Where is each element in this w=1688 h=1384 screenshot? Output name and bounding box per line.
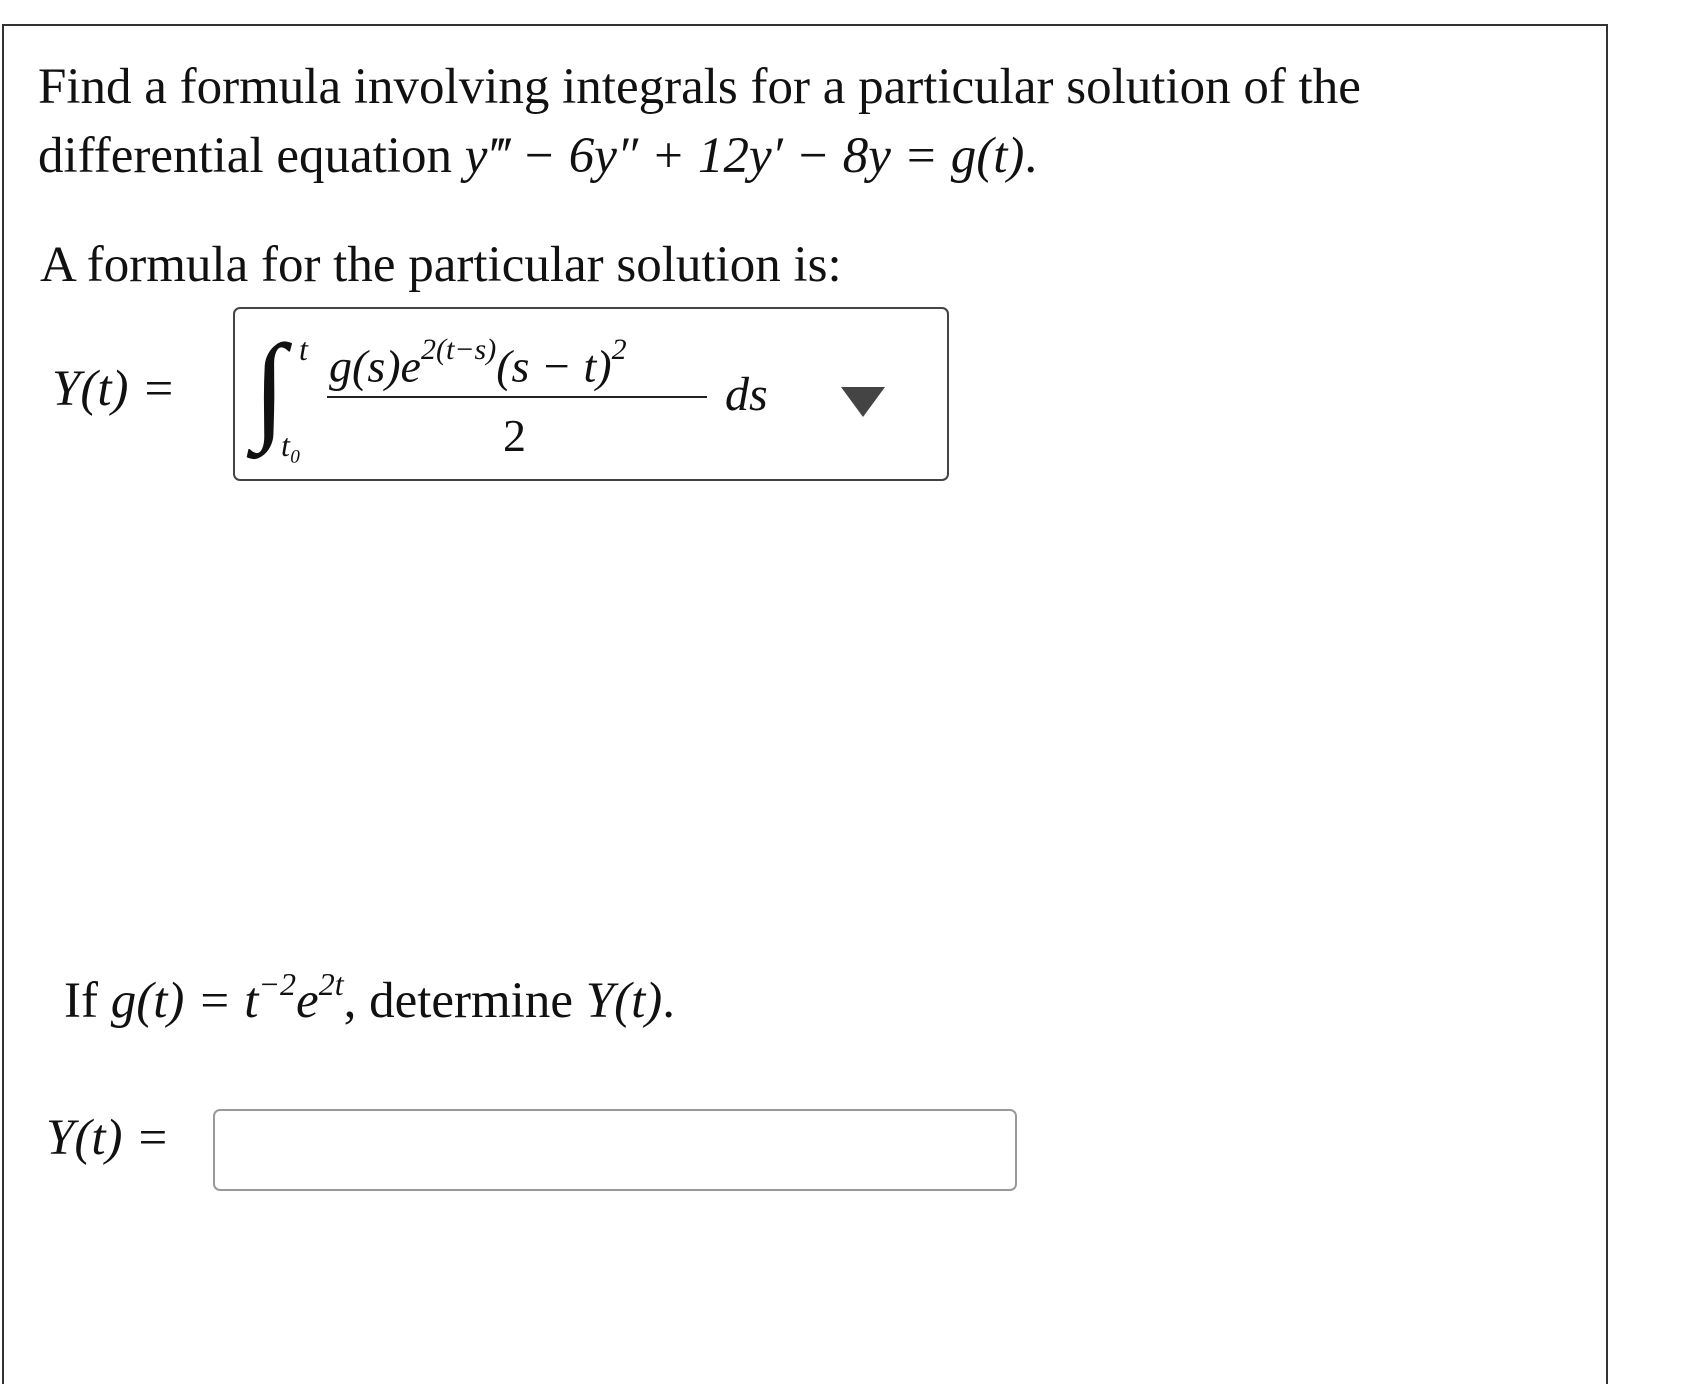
part2-suffix: , determine	[343, 973, 586, 1029]
answer-input[interactable]	[213, 1109, 1017, 1191]
differential-equation: y‴ − 6y″ + 12y′ − 8y = g(t)	[464, 128, 1025, 184]
e-base: e	[296, 973, 319, 1029]
part2-end: .	[662, 973, 675, 1029]
answer-lhs-label: Y(t) =	[46, 1110, 170, 1166]
question-text-prefix: differential equation	[38, 128, 465, 184]
numerator-power: 2	[611, 333, 627, 366]
integral-upper-limit: t	[299, 331, 308, 367]
question-text-suffix: .	[1024, 128, 1038, 184]
caret-down-icon[interactable]	[841, 387, 885, 417]
formula-lhs-label: Y(t) =	[52, 361, 176, 417]
integral-differential: ds	[725, 368, 768, 421]
integral-lower-limit: t₀	[281, 427, 302, 463]
t-exponent: −2	[258, 966, 297, 1002]
part2-question	[64, 966, 675, 1029]
numerator-factor: (s − t)	[496, 340, 612, 392]
integrand-numerator	[329, 333, 627, 392]
question-text-line2	[38, 128, 1038, 184]
numerator-base: g(s)e	[329, 340, 421, 392]
e-exponent: 2t	[318, 966, 344, 1002]
fraction-bar	[327, 396, 707, 398]
integral-sign: ∫	[253, 320, 286, 453]
g-expression: g(t) = t	[110, 973, 259, 1029]
numerator-exponent: 2(t−s)	[420, 333, 497, 366]
formula-intro-text: A formula for the particular solution is:	[40, 237, 842, 293]
integrand-denominator: 2	[503, 410, 526, 461]
formula-dropdown[interactable]	[233, 307, 949, 481]
part2-prefix: If	[64, 973, 111, 1029]
question-text-line1: Find a formula involving integrals for a particular solution of the	[38, 59, 1361, 115]
part2-target: Y(t)	[585, 973, 663, 1029]
